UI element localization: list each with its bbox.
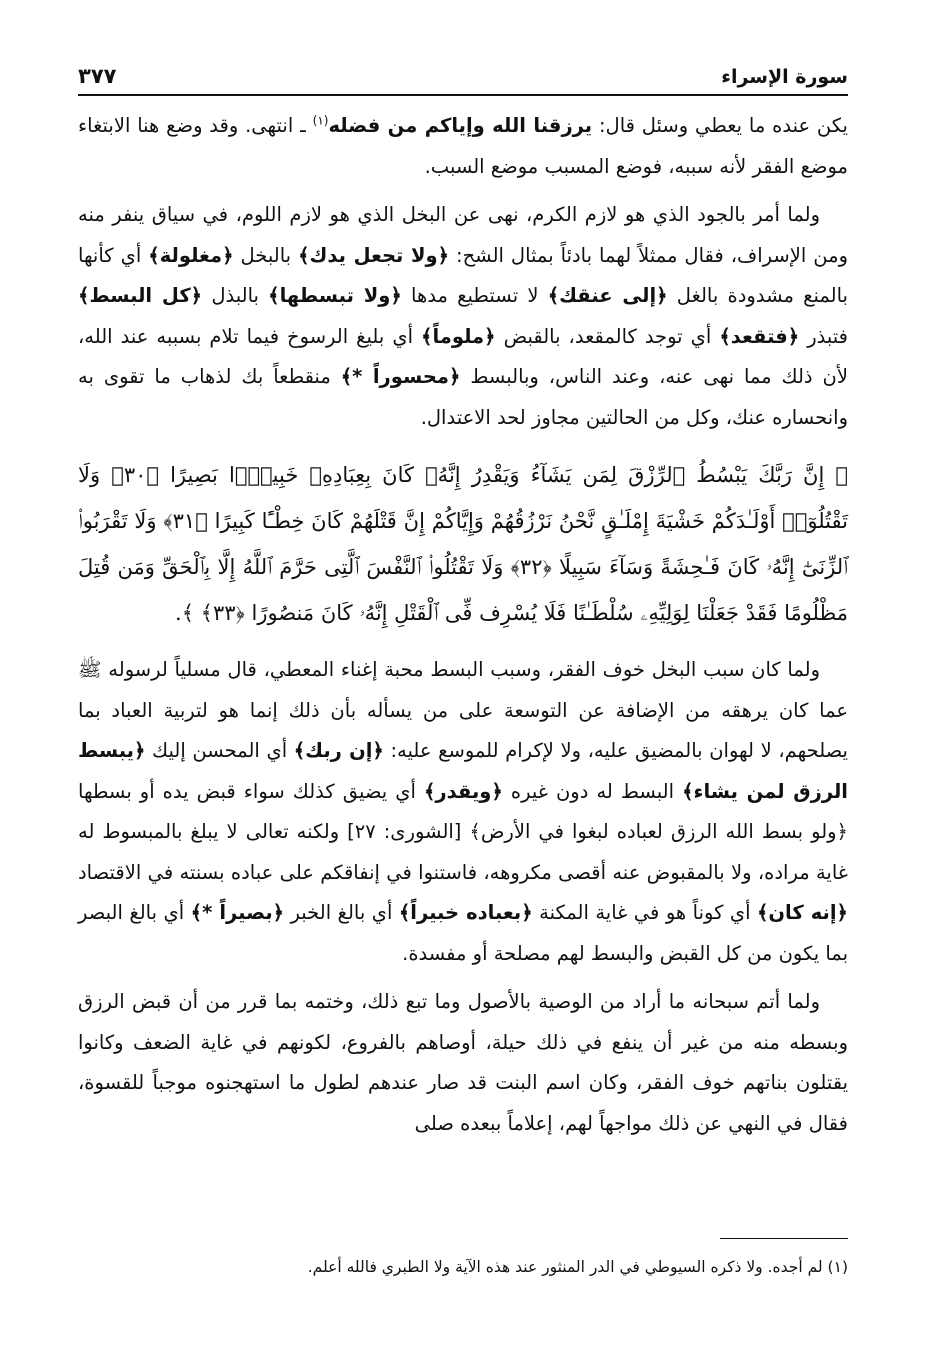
verse-phrase: ﴿ولا تبسطها﴾ [268,284,402,307]
book-page [78,58,848,1276]
text-run: ـ انتهى. وقد وضع هنا الابتغاء موضع الفقر لأنه سببه، فوضع المسبب موضع السبب. [78,114,848,178]
text-run: ولما أمر بالجود الذي هو لازم الكرم، نهى عن البخل الذي هو لازم اللوم، في سياق ينفر منه ومن الإسراف، فقال ممثلاً لهما بادئاً بمثال الشح: [78,203,848,267]
bold-quote: يرزقنا الله وإياكم من فضله [328,114,593,137]
paragraph-4: ولما أتم سبحانه ما أراد من الوصية بالأصول وما تبع ذلك، وختمه بما قرر من أن قبض الرزق وبسطه منه من غير أن ينفع في ذلك حيلة، أوصاهم بالفروع، لكونهم في غاية الضعف وكانوا يقتلون بناتهم خوف الفقر، وكان اسم البنت قد صار عندهم لطول ما استهجنوه موجباً للقسوة، فقال في النهي عن ذلك مواجهاً لهم، إعلاماً ببعده صلى [78,990,848,1135]
text-run: بالبخل [233,243,299,267]
text-run: أي كوناً هو في غاية المكنة [532,901,757,924]
text-run: أي بالغ الخبر [284,901,399,924]
text-run: بالبذل [202,284,269,307]
verse-phrase: ﴿يبسط الرزق لمن يشاء﴾ [78,739,848,803]
paragraph-1 [78,106,848,187]
text-run: أي بالغ البصر بما يكون من كل القبض والبسط لهم مصلحة أو مفسدة. [78,901,848,965]
verse-phrase: ﴿ملوماً﴾ [421,324,496,348]
text-run: البسط له دون غيره [502,779,683,803]
main-text [78,106,848,1144]
verse-phrase: ﴿فتقعد﴾ [719,324,800,348]
footnote-divider [720,1238,848,1239]
verse-phrase: ﴿إنه كان﴾ [756,901,848,924]
text-run: منقطعاً بك لذهاب ما تقوى به وانحساره عنك، وكل من الحالتين مجاوز لحد الاعتدال. [78,365,848,429]
verse-phrase: ﴿بعباده خبيراً﴾ [398,901,533,924]
running-header [78,58,848,96]
text-run: أي توجد كالمقعد، بالقبض [495,324,720,348]
verse-phrase: ﴿إن ربك﴾ [293,739,384,762]
verse-phrase: ﴿مغلولة﴾ [148,243,234,267]
verse-phrase: ﴿ولا تجعل يدك﴾ [298,243,450,267]
text-run: ولما كان سبب البخل خوف الفقر، وسبب البسط محبة إغناء المعطي، قال مسلياً لرسوله ﷺ عما كان يرهقه من الإضافة عن التوسعة على من يسأله بأن ذلك إنما هو لتربية العباد بما يصلحهم، لا لهوان بالمضيق عليه، ولا لإكرام للموسع عليه: [78,658,848,762]
verse-phrase: ﴿محسوراً *﴾ [340,365,461,388]
text-run: فتبذر [799,324,848,348]
footnote [78,1254,848,1280]
footnote-marker: (١) [827,1258,848,1276]
surah-title: سورة الإسراء [721,66,848,88]
text-run: أي يضيق كذلك سواء قبض يده أو بسطها ﴿ولو بسط الله الرزق لعباده لبغوا في الأرض﴾ [الشورى: ٢٧] ولكنه تعالى لا يبلغ بالمبسوط له غاية مراده، ولا بالمقبوض عنه أقصى مكروهه، فاستنوا في إنفاقكم على عباده بسنته في الاقتصاد [78,779,848,884]
text-run: أي المحسن إليك [145,739,294,762]
footnote-text: لم أجده. ولا ذكره السيوطي في الدر المنثور عند هذه الآية ولا الطبري فالله أعلم. [307,1258,828,1276]
verse-phrase: ﴿إلى عنقك﴾ [547,284,668,307]
verse-phrase: ﴿بصيراً *﴾ [190,901,285,924]
text-run: أي بليغ الرسوخ فيما تلام بسببه عند الله، لأن ذلك مما نهى عنه، وعند الناس، وبالبسط [78,324,848,388]
verse-phrase: ﴿ويقدر﴾ [424,779,503,803]
footnote-reference[interactable]: (١) [312,113,329,128]
text-run: أي كأنها بالمنع مشدودة بالغل [78,243,848,307]
verse-phrase: ﴿كل البسط﴾ [78,284,203,307]
page-number: ٣٧٧ [78,64,117,88]
text-run: يكن عنده ما يعطي وسئل قال: [592,114,848,137]
paragraph-2 [78,195,848,438]
paragraph-3 [78,650,848,974]
quran-verses-30-33: ﴿ إِنَّ رَبَّكَ يَبْسُطُ ٱلرِّزْقَ لِمَن يَشَآءُ وَيَقْدِرُ إِنَّهُۥ كَانَ بِعِبَادِهِۦ خَبِيرًۢا بَصِيرًا ﴿٣٠﴾ وَلَا تَقْتُلُوٓا۟ أَوْلَـٰدَكُمْ خَشْيَةَ إِمْلَـٰقٍ نَّحْنُ نَرْزُقُهُمْ وَإِيَّاكُمْ إِنَّ قَتْلَهُمْ كَانَ خِطْـًٔا كَبِيرًا ﴿٣١﴾ وَلَا تَقْرَبُوا۟ ٱلزِّنَىٰٓ إِنَّهُۥ كَانَ فَـٰحِشَةً وَسَآءَ سَبِيلًا ﴿٣٢﴾ وَلَا تَقْتُلُوا۟ ٱلنَّفْسَ ٱلَّتِى حَرَّمَ ٱللَّهُ إِلَّا بِٱلْحَقِّ وَمَن قُتِلَ مَظْلُومًا فَقَدْ جَعَلْنَا لِوَلِيِّهِۦ سُلْطَـٰنًا فَلَا يُسْرِف فِّى ٱلْقَتْلِ إِنَّهُۥ كَانَ مَنصُورًا ﴿٣٣﴾ ﴾. [78,463,848,625]
text-run: لا تستطيع مدها [401,284,548,307]
